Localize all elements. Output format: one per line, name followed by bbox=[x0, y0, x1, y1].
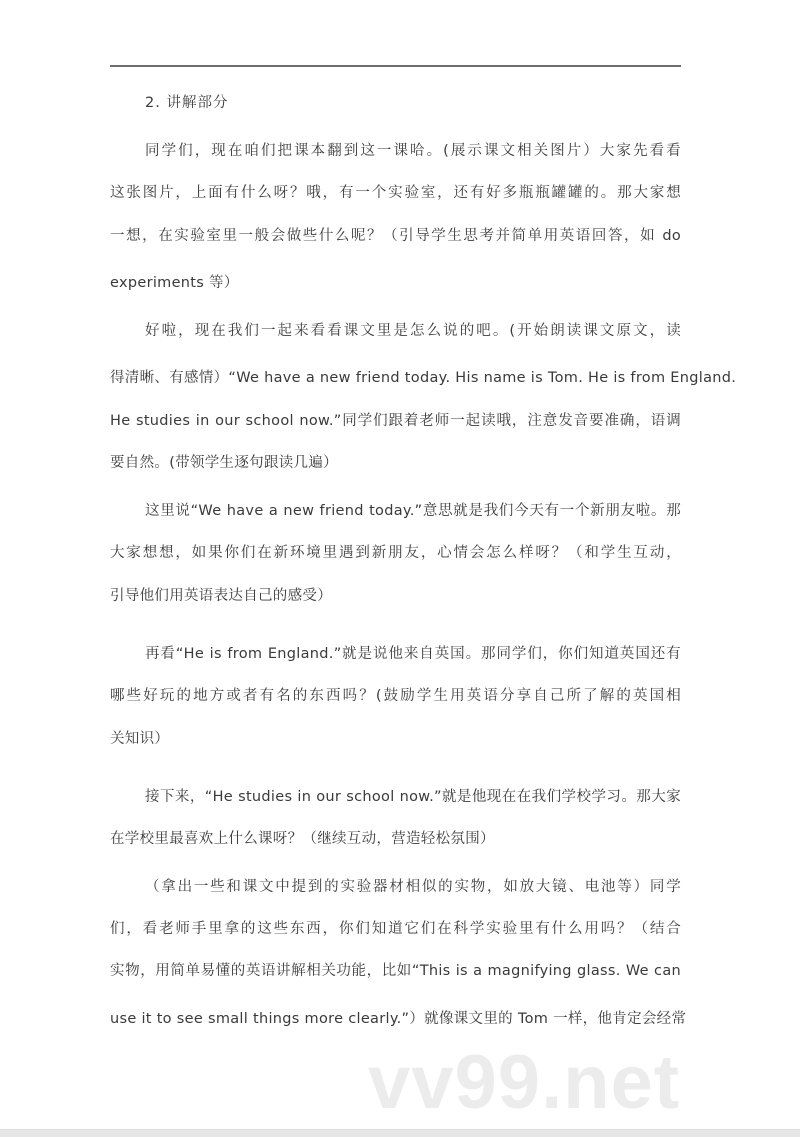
paragraph-line: He studies in our school now.”同学们跟着老师一起读哦，注意发音要准确，语调 bbox=[110, 413, 681, 429]
paragraph-line: 引导他们用英语表达自己的感受） bbox=[110, 588, 332, 604]
paragraph-line: 得清晰、有感情）“We have a new friend today. His name is Tom. He is from England. bbox=[110, 370, 737, 386]
paragraph-line: 实物，用简单易懂的英语讲解相关功能，比如“This is a magnifying glass. We can bbox=[110, 963, 681, 979]
paragraph-line: 要自然。(带领学生逐句跟读几遍） bbox=[110, 455, 338, 471]
paragraph-line: experiments 等） bbox=[110, 275, 239, 291]
paragraph-line: 一想，在实验室里一般会做些什么呢？（引导学生思考并简单用英语回答，如 do bbox=[110, 228, 681, 244]
paragraph-line: 这张图片，上面有什么呀？哦，有一个实验室，还有好多瓶瓶罐罐的。那大家想 bbox=[110, 185, 681, 201]
header-rule bbox=[110, 65, 681, 67]
paragraph-line: 们，看老师手里拿的这些东西，你们知道它们在科学实验里有什么用吗？（结合 bbox=[110, 921, 681, 937]
paragraph-line: 接下来，“He studies in our school now.”就是他现在在我们学校学习。那大家 bbox=[145, 789, 681, 805]
paragraph-line: 关知识） bbox=[110, 731, 170, 747]
paragraph-line: 哪些好玩的地方或者有名的东西吗？(鼓励学生用英语分享自己所了解的英国相 bbox=[110, 688, 681, 704]
watermark: vv99.net bbox=[368, 1040, 681, 1125]
page-bottom-edge bbox=[0, 1129, 800, 1137]
paragraph-line: （拿出一些和课文中提到的实验器材相似的实物，如放大镜、电池等）同学 bbox=[145, 879, 681, 895]
paragraph-line: use it to see small things more clearly.”）就像课文里的 Tom 一样，他肯定会经常 bbox=[110, 1011, 687, 1027]
paragraph-line: 在学校里最喜欢上什么课呀？（继续互动，营造轻松氛围） bbox=[110, 831, 495, 847]
paragraph-line: 大家想想，如果你们在新环境里遇到新朋友，心情会怎么样呀？（和学生互动， bbox=[110, 545, 681, 561]
paragraph-line: 再看“He is from England.”就是说他来自英国。那同学们，你们知道英国还有 bbox=[145, 646, 681, 662]
section-heading: 2. 讲解部分 bbox=[145, 95, 229, 111]
paragraph-line: 同学们，现在咱们把课本翻到这一课哈。(展示课文相关图片）大家先看看 bbox=[145, 143, 681, 159]
paragraph-line: 这里说“We have a new friend today.”意思就是我们今天有一个新朋友啦。那 bbox=[145, 503, 681, 519]
paragraph-line: 好啦，现在我们一起来看看课文里是怎么说的吧。(开始朗读课文原文，读 bbox=[145, 323, 681, 339]
